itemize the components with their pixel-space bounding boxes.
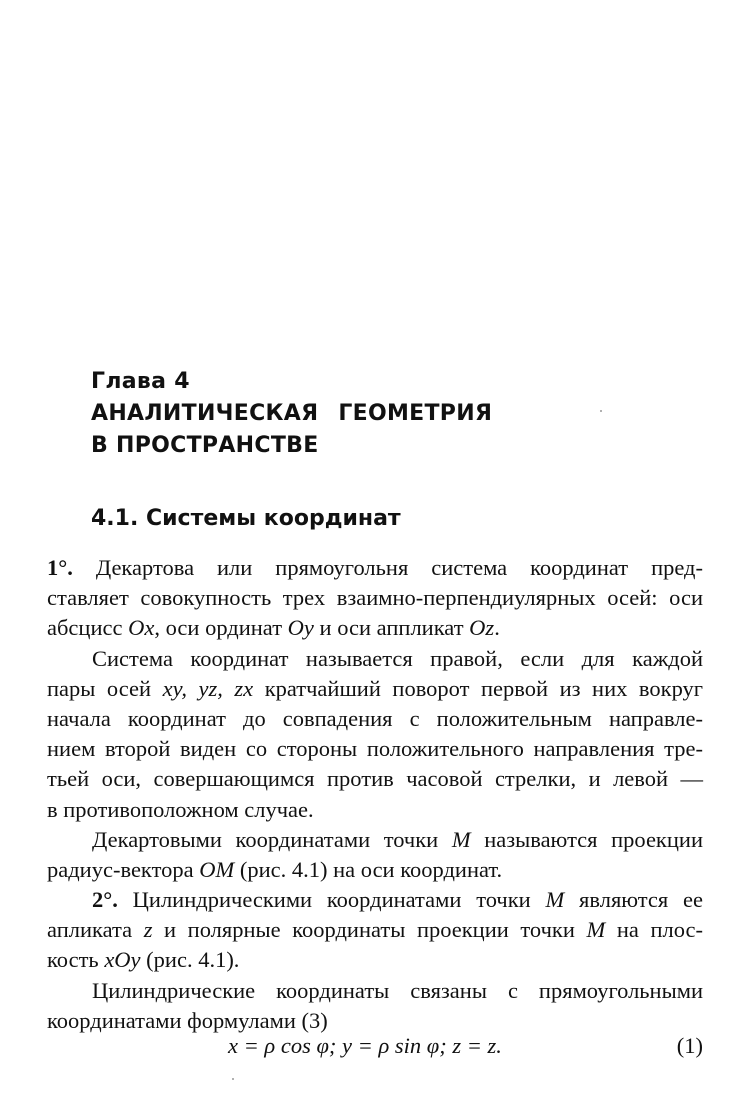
text-run: Декартова или прямоугольня система координат пред-: [72, 555, 703, 580]
text-run: на плос-: [605, 917, 704, 943]
math-symbol: Oy: [287, 615, 314, 641]
text-run: , оси ординат: [154, 615, 288, 641]
text-line: [47, 704, 703, 734]
body-text: [47, 553, 703, 1036]
text-run: координатами формулами (3): [47, 1007, 328, 1033]
math-symbol: Oz: [469, 615, 495, 641]
text-run: радиус-вектора: [47, 856, 200, 882]
math-symbol: M: [545, 887, 565, 913]
text-run: (рис. 4.1).: [140, 947, 240, 973]
text-line: [47, 915, 703, 945]
text-run: апликата: [47, 917, 144, 943]
text-line: [47, 764, 703, 794]
math-symbol: Ox: [128, 615, 155, 641]
text-run: (рис. 4.1) на оси координат.: [234, 856, 503, 882]
chapter-label: Глава 4: [91, 369, 190, 394]
chapter-title-line-2: В ПРОСТРАНСТВЕ: [91, 433, 319, 458]
formula-number: (1): [676, 1033, 703, 1058]
text-run: кратчайший поворот первой из них вокруг: [253, 675, 704, 701]
formula-row: [0, 1033, 743, 1065]
scan-speck: [232, 1078, 234, 1080]
text-run: и полярные координаты проекции точки: [152, 917, 587, 943]
text-run: и оси аппликат: [313, 615, 470, 641]
text-run: Система координат называется правой, если для каждой: [92, 645, 703, 671]
scan-speck: [600, 410, 602, 412]
text-run: в противоположном случае.: [47, 796, 314, 822]
math-symbol: xy, yz, zx: [162, 675, 254, 701]
section-title: 4.1. Системы координат: [91, 506, 401, 531]
chapter-heading: [91, 366, 492, 462]
text-line: [47, 553, 703, 583]
text-line: [47, 825, 703, 855]
chapter-title-line-1: АНАЛИТИЧЕСКАЯ ГЕОМЕТРИЯ: [91, 401, 493, 426]
math-symbol: M: [451, 826, 471, 852]
text-line: [47, 674, 703, 704]
text-run: абсцисс: [47, 615, 129, 641]
text-line: [47, 1006, 703, 1036]
text-run: нием второй виден со стороны положительного направления тре-: [47, 736, 703, 762]
text-line: [47, 885, 703, 915]
item-number: 1°.: [47, 555, 73, 580]
text-run: Цилиндрические координаты связаны с прямоугольными: [92, 977, 703, 1003]
text-run: ставляет совокупность трех взаимно-перпендиулярных осей: оси: [47, 585, 703, 611]
text-line: [47, 945, 703, 975]
math-symbol: xOy: [104, 947, 141, 973]
text-line: [47, 613, 703, 643]
formula-expression: x = ρ cos φ; y = ρ sin φ; z = z.: [228, 1033, 502, 1058]
text-run: тьей оси, совершающимся против часовой стрелки, и левой —: [47, 766, 703, 792]
text-run: Декартовыми координатами точки: [92, 826, 452, 852]
math-symbol: OM: [199, 856, 235, 882]
text-run: кость: [47, 947, 105, 973]
text-run: пары осей: [47, 675, 163, 701]
text-run: Цилиндрическими координатами точки: [117, 887, 546, 913]
math-symbol: M: [586, 917, 606, 943]
text-run: называются проекции: [470, 826, 703, 852]
text-run: являются ее: [564, 887, 703, 913]
math-symbol: z: [143, 917, 153, 943]
text-line: [47, 795, 703, 825]
text-run: начала координат до совпадения с положительным направле-: [47, 705, 703, 731]
text-line: [47, 855, 703, 885]
text-line: [47, 734, 703, 764]
text-line: [47, 644, 703, 674]
text-line: [47, 583, 703, 613]
text-run: .: [494, 615, 500, 641]
text-line: [47, 976, 703, 1006]
item-number: 2°.: [92, 887, 118, 913]
